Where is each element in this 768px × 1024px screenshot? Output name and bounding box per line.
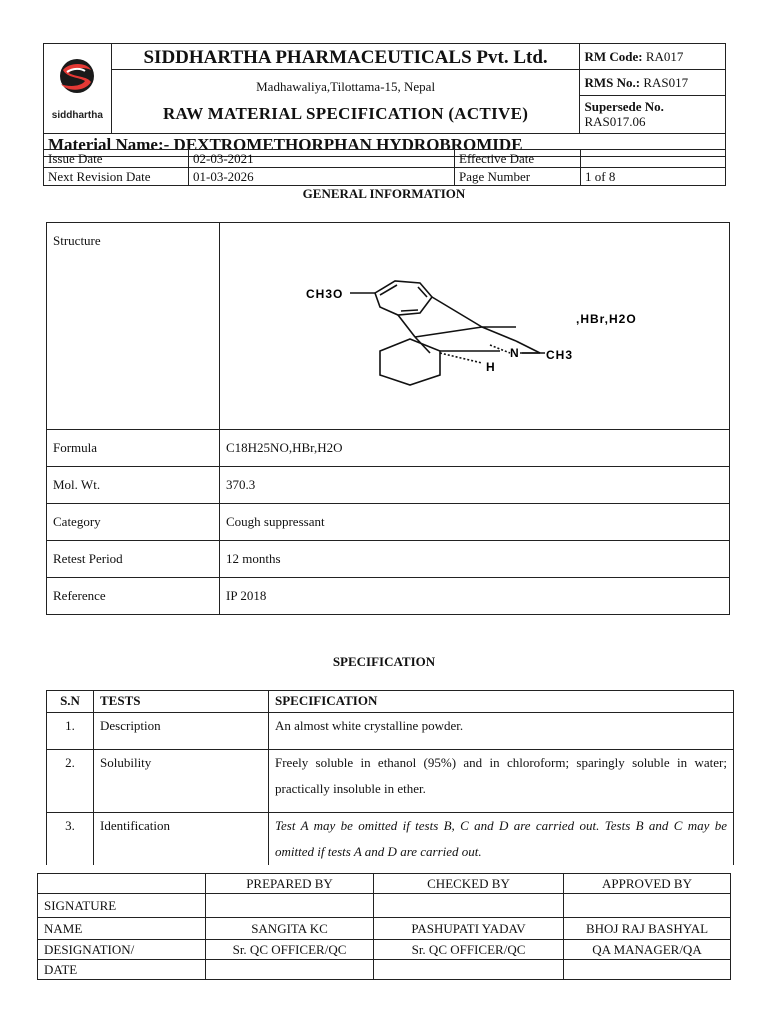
spec-header-specification: SPECIFICATION (269, 691, 734, 713)
category-value: Cough suppressant (220, 504, 730, 541)
checked-by-header: CHECKED BY (374, 874, 564, 894)
checked-name: PASHUPATI YADAV (374, 918, 564, 940)
issue-date-value: 02-03-2021 (189, 150, 455, 168)
structure-nitrogen-label: N (510, 346, 519, 360)
next-revision-value: 01-03-2026 (189, 168, 455, 186)
page-number-label: Page Number (455, 168, 581, 186)
reference-label: Reference (47, 578, 220, 615)
mol-wt-value: 370.3 (220, 467, 730, 504)
structure-salt-label: ,HBr,H2O (576, 312, 637, 326)
logo-text: siddhartha (51, 109, 103, 121)
name-label: NAME (38, 918, 206, 940)
specification-title: SPECIFICATION (332, 654, 436, 669)
spec-row-sn: 3. (47, 813, 94, 866)
issue-date-label: Issue Date (44, 150, 189, 168)
structure-methyl-label: CH3 (546, 348, 574, 362)
spec-row-sn: 2. (47, 750, 94, 813)
general-information-title: GENERAL INFORMATION (302, 186, 466, 201)
prepared-date (206, 960, 374, 980)
approved-designation: QA MANAGER/QA (564, 940, 731, 960)
structure-cell (220, 223, 730, 430)
logo-cell (44, 44, 112, 134)
prepared-signature (206, 894, 374, 918)
general-info-table (46, 222, 730, 615)
approved-signature (564, 894, 731, 918)
approved-date (564, 960, 731, 980)
reference-value: IP 2018 (220, 578, 730, 615)
spec-row-spec: An almost white crystalline powder. (269, 713, 734, 750)
spec-row-test: Identification (94, 813, 269, 866)
company-name: SIDDHARTHA PHARMACEUTICALS Pvt. Ltd. (111, 44, 580, 70)
spec-row-sn: 1. (47, 713, 94, 750)
spec-row-test: Description (94, 713, 269, 750)
supersede-number: Supersede No. RAS017.06 (580, 95, 726, 133)
spec-row-test: Solubility (94, 750, 269, 813)
category-label: Category (47, 504, 220, 541)
dates-table (43, 149, 726, 186)
checked-date (374, 960, 564, 980)
material-name: Material Name:- DEXTROMETHORPHAN HYDROBROMIDE (44, 133, 726, 156)
sig-corner (38, 874, 206, 894)
checked-designation: Sr. QC OFFICER/QC (374, 940, 564, 960)
document-title: RAW MATERIAL SPECIFICATION (ACTIVE) (111, 95, 580, 133)
next-revision-label: Next Revision Date (44, 168, 189, 186)
chemical-structure-diagram (220, 223, 720, 403)
mol-wt-label: Mol. Wt. (47, 467, 220, 504)
company-address: Madhawaliya,Tilottama-15, Nepal (111, 70, 580, 96)
rm-code: RM Code: RA017 (580, 44, 726, 70)
date-label: DATE (38, 960, 206, 980)
designation-label: DESIGNATION/ (38, 940, 206, 960)
prepared-by-header: PREPARED BY (206, 874, 374, 894)
approved-by-header: APPROVED BY (564, 874, 731, 894)
signature-table (37, 873, 731, 980)
effective-date-value (581, 150, 726, 168)
formula-label: Formula (47, 430, 220, 467)
prepared-name: SANGITA KC (206, 918, 374, 940)
structure-methoxy-label: CH3O (306, 287, 344, 301)
structure-label: Structure (47, 223, 220, 430)
checked-signature (374, 894, 564, 918)
spec-row-spec: Test A may be omitted if tests B, C and D are carried out. Tests B and C may be omitted if tests A and D are carried out. (269, 813, 734, 866)
formula-value: C18H25NO,HBr,H2O (220, 430, 730, 467)
spec-header-tests: TESTS (94, 691, 269, 713)
page-number-value: 1 of 8 (581, 168, 726, 186)
spec-row-spec: Freely soluble in ethanol (95%) and in chloroform; sparingly soluble in water; practically insoluble in ether. (269, 750, 734, 813)
specification-table (46, 690, 734, 865)
company-logo-icon (47, 56, 107, 106)
header-table (43, 43, 726, 157)
retest-period-label: Retest Period (47, 541, 220, 578)
structure-hydrogen-label: H (486, 360, 495, 374)
approved-name: BHOJ RAJ BASHYAL (564, 918, 731, 940)
retest-period-value: 12 months (220, 541, 730, 578)
rms-number: RMS No.: RAS017 (580, 70, 726, 96)
effective-date-label: Effective Date (455, 150, 581, 168)
prepared-designation: Sr. QC OFFICER/QC (206, 940, 374, 960)
signature-label: SIGNATURE (38, 894, 206, 918)
spec-header-sn: S.N (47, 691, 94, 713)
